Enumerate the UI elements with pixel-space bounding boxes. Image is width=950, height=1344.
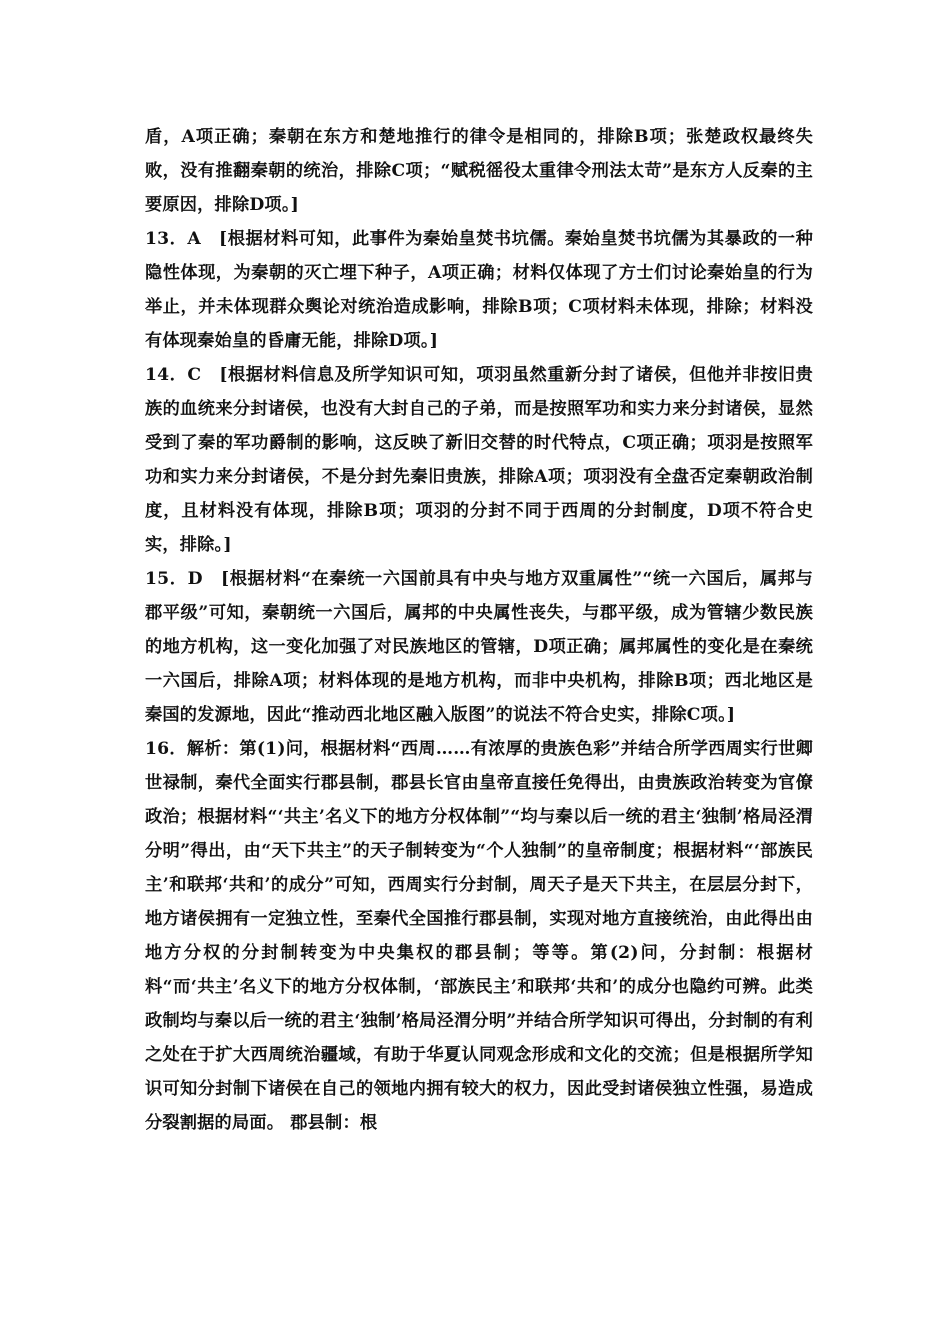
- answer-explanation-page: [145, 120, 813, 1140]
- paragraph-answer-13: 13．A [根据材料可知，此事件为秦始皇焚书坑儒。秦始皇焚书坑儒为其暴政的一种隐性体现，为秦朝的灭亡埋下种子，A项正确；材料仅体现了方士们讨论秦始皇的行为举止，并未体现群众舆论对统治造成影响，排除B项；C项材料未体现，排除；材料没有体现秦始皇的昏庸无能，排除D项。]: [145, 229, 813, 351]
- paragraph-answer-14: 14．C [根据材料信息及所学知识可知，项羽虽然重新分封了诸侯，但他并非按旧贵族的血统来分封诸侯，也没有大封自己的子弟，而是按照军功和实力来分封诸侯，显然受到了秦的军功爵制的影响，这反映了新旧交替的时代特点，C项正确；项羽是按照军功和实力来分封诸侯，不是分封先秦旧贵族，排除A项；项羽没有全盘否定秦朝政治制度，且材料没有体现，排除B项；项羽的分封不同于西周的分封制度，D项不符合史实，排除。]: [145, 365, 813, 555]
- paragraph-continuation-12: 盾，A项正确；秦朝在东方和楚地推行的律令是相同的，排除B项；张楚政权最终失败，没有推翻秦朝的统治，排除C项；“赋税徭役太重律令刑法太苛”是东方人反秦的主要原因，排除D项。]: [145, 127, 813, 215]
- paragraph-answer-16: 16．解析：第(1)问，根据材料“西周……有浓厚的贵族色彩”并结合所学西周实行世卿世禄制，秦代全面实行郡县制，郡县长官由皇帝直接任免得出，由贵族政治转变为官僚政治；根据材料“‘共主’名义下的地方分权体制”“均与秦以后一统的君主‘独制’格局泾渭分明”得出，由“天下共主”的天子制转变为“个人独制”的皇帝制度；根据材料“‘部族民主’和联邦‘共和’的成分”可知，西周实行分封制，周天子是天下共主，在层层分封下，地方诸侯拥有一定独立性，至秦代全国推行郡县制，实现对地方直接统治，由此得出由地方分权的分封制转变为中央集权的郡县制；等等。第(2)问，分封制：根据材料“而‘共主’名义下的地方分权体制，‘部族民主’和联邦‘共和’的成分也隐约可辨。此类政制均与秦以后一统的君主‘独制’格局泾渭分明”并结合所学知识可得出，分封制的有利之处在于扩大西周统治疆域，有助于华夏认同观念形成和文化的交流；但是根据所学知识可知分封制下诸侯在自己的领地内拥有较大的权力，因此受封诸侯独立性强，易造成分裂割据的局面。 郡县制：根: [145, 739, 813, 1133]
- paragraph-answer-15: 15．D [根据材料“在秦统一六国前具有中央与地方双重属性”“统一六国后，属邦与郡平级”可知，秦朝统一六国后，属邦的中央属性丧失，与郡平级，成为管辖少数民族的地方机构，这一变化加强了对民族地区的管辖，D项正确；属邦属性的变化是在秦统一六国后，排除A项；材料体现的是地方机构，而非中央机构，排除B项；西北地区是秦国的发源地，因此“推动西北地区融入版图”的说法不符合史实，排除C项。]: [145, 569, 813, 725]
